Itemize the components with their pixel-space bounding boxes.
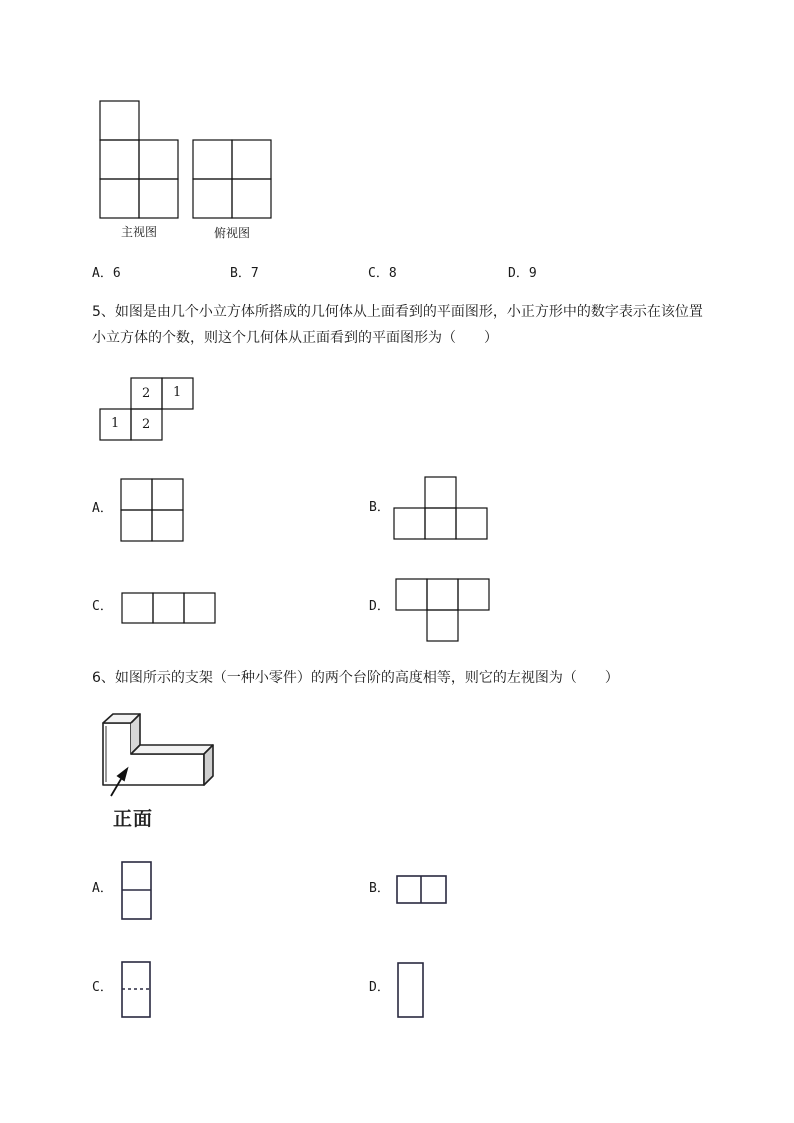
- q5-option-c-label: C．: [92, 599, 113, 614]
- front-label: 正面: [113, 808, 154, 830]
- q5-cell-number: 2: [142, 417, 151, 432]
- q6-option-c-label: C．: [92, 980, 113, 995]
- q6-stem: 6、如图所示的支架（一种小零件）的两个台阶的高度相等，则它的左视图为（ ）: [92, 670, 619, 686]
- q5-option-b-label: B．: [369, 500, 390, 515]
- q5-cell-number: 1: [173, 385, 182, 400]
- q5-stem-line1: 5、如图是由几个小立方体所搭成的几何体从上面看到的平面图形，小正方形中的数字表示在该位置: [92, 304, 703, 320]
- q6-option-c-figure: [122, 962, 150, 1017]
- q5-option-d-label: D．: [369, 599, 390, 614]
- q6-option-d-label: D．: [369, 980, 390, 995]
- q6-option-a-figure: [122, 862, 151, 919]
- top-view-label: 俯视图: [214, 226, 251, 240]
- q5-stem-line2: 小立方体的个数，则这个几何体从正面看到的平面图形为（ ）: [92, 330, 498, 346]
- q6-option-b-figure: [397, 876, 446, 903]
- q6-option-b-label: B．: [369, 881, 390, 896]
- q4-option-a: A．6: [92, 266, 121, 281]
- q4-option-c: C．8: [368, 266, 397, 281]
- q6-option-d-figure: [398, 963, 423, 1017]
- q4-option-d: D．9: [508, 266, 537, 281]
- front-view-label: 主视图: [121, 225, 158, 239]
- q5-cell-number: 2: [142, 386, 151, 401]
- q5-cell-number: 1: [111, 416, 120, 431]
- q6-option-a-label: A．: [92, 881, 113, 896]
- q5-option-a-label: A．: [92, 501, 113, 516]
- q4-option-b: B．7: [230, 266, 259, 281]
